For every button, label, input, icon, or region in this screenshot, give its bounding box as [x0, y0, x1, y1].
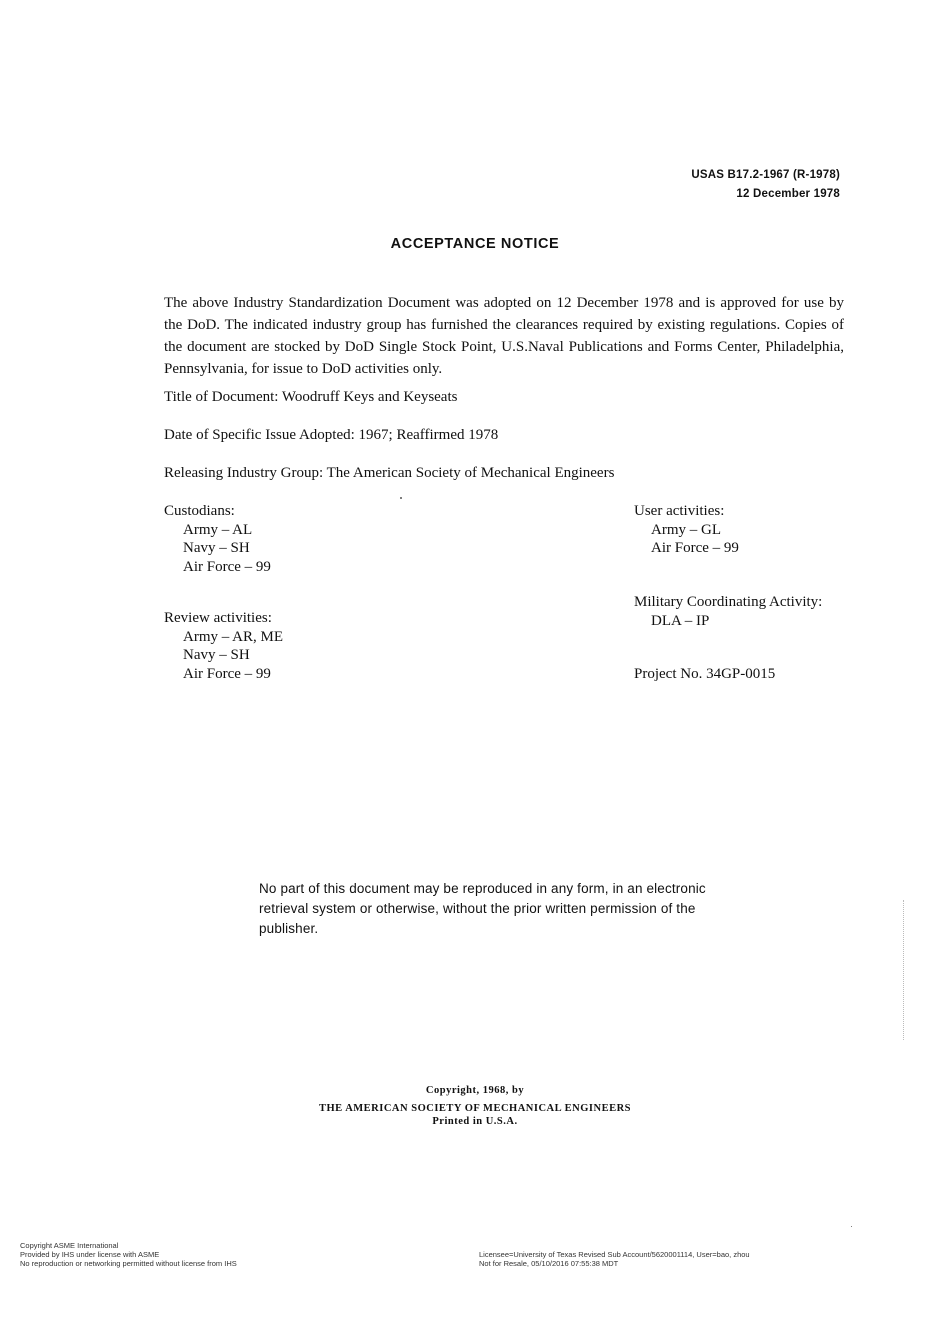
- standard-number: USAS B17.2-1967 (R-1978): [691, 169, 840, 181]
- footer-line: Provided by IHS under license with ASME: [20, 1250, 160, 1260]
- user-activities-block: [634, 502, 739, 558]
- user-activity-item: Army – GL: [651, 521, 721, 538]
- custodian-item: Army – AL: [183, 521, 253, 538]
- custodian-item: Air Force – 99: [183, 558, 271, 575]
- review-activity-item: Army – AR, ME: [183, 628, 284, 645]
- review-activity-item: Navy – SH: [183, 647, 250, 663]
- page-title: ACCEPTANCE NOTICE: [390, 236, 560, 252]
- custodians-block: [164, 502, 271, 576]
- user-activities-heading: User activities:: [634, 503, 725, 519]
- footer-license-right: [479, 1250, 750, 1268]
- review-activities-heading: Review activities:: [164, 610, 272, 626]
- title-of-document: Title of Document: Woodruff Keys and Keyseats: [164, 389, 458, 405]
- military-coordinating-item: DLA – IP: [651, 612, 710, 629]
- acceptance-paragraph: The above Industry Standardization Document was adopted on 12 December 1978 and is approved for use by the DoD. The indicated industry group has furnished the clearances required by existing regulations. Copies of the document are stocked by DoD Single Stock Point, U.S.Naval Publications and Forms Center, Philadelphia, Pennsylvania, for issue to DoD activities only.: [164, 295, 844, 377]
- footer-line: No reproduction or networking permitted without license from IHS: [20, 1259, 237, 1269]
- speck-mark: [400, 497, 402, 499]
- user-activity-item: Air Force – 99: [651, 540, 739, 556]
- reproduction-notice: No part of this document may be reproduced in any form, in an electronic retrieval system or otherwise, without the prior written permission of the publisher.: [259, 881, 706, 936]
- military-coordinating-heading: Military Coordinating Activity:: [634, 594, 823, 610]
- copyright-line: Copyright, 1968, by: [425, 1085, 525, 1096]
- footer-line: Not for Resale, 05/10/2016 07:55:38 MDT: [479, 1259, 619, 1269]
- speck-mark: [851, 1226, 852, 1227]
- date-of-issue: Date of Specific Issue Adopted: 1967; Reaffirmed 1978: [164, 427, 499, 443]
- footer-line: Copyright ASME International: [20, 1241, 119, 1250]
- releasing-industry-group: Releasing Industry Group: The American Society of Mechanical Engineers: [164, 465, 615, 481]
- custodian-item: Navy – SH: [183, 540, 250, 556]
- copyright-block: [0, 1084, 950, 1128]
- footer-license-left: [20, 1241, 237, 1269]
- review-activity-item: Air Force – 99: [183, 665, 271, 682]
- custodians-heading: Custodians:: [164, 503, 235, 519]
- footer-line: Licensee=University of Texas Revised Sub Account/5620001114, User=bao, zhou: [479, 1250, 750, 1259]
- document-identifier: [691, 166, 840, 204]
- project-number: Project No. 34GP-0015: [634, 666, 776, 682]
- printed-in: Printed in U.S.A.: [432, 1116, 518, 1127]
- scan-edge-marks: [903, 900, 905, 1040]
- review-activities-block: [164, 609, 283, 683]
- notice-date: 12 December 1978: [736, 188, 840, 200]
- publisher-name: THE AMERICAN SOCIETY OF MECHANICAL ENGINEERS: [318, 1103, 632, 1114]
- military-coordinating-block: [634, 593, 822, 630]
